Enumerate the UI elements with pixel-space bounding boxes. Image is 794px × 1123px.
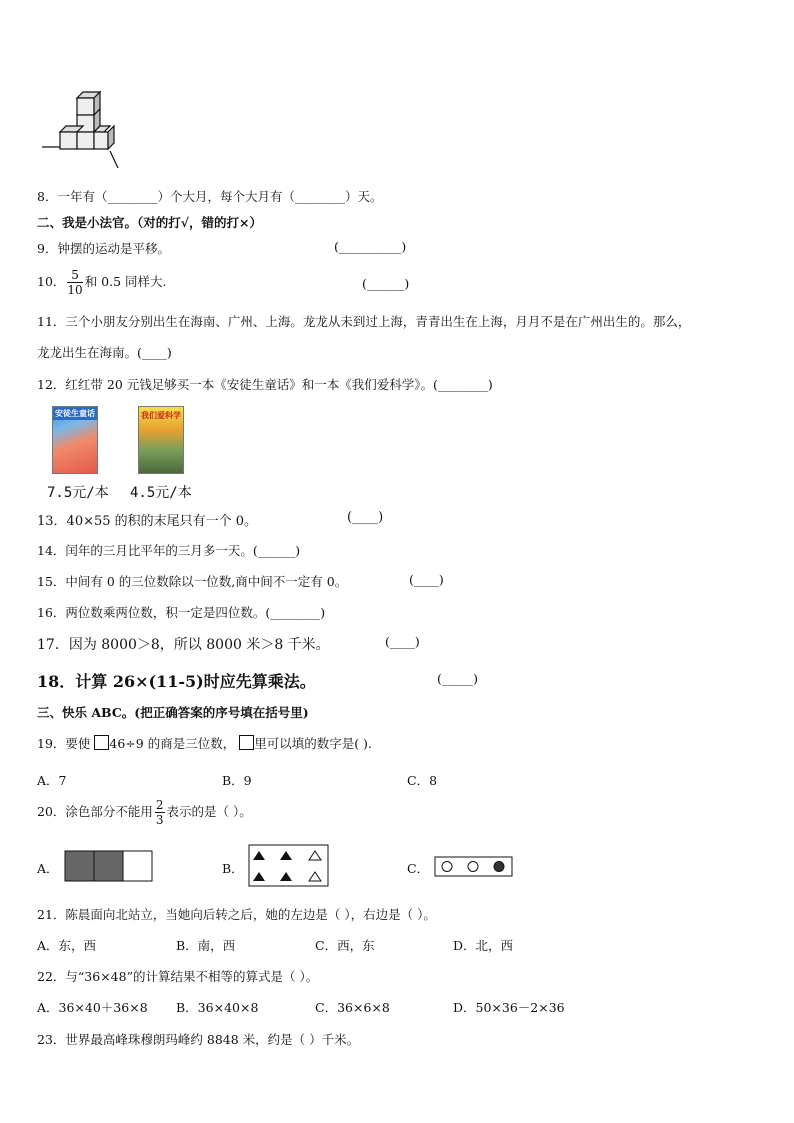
book-title: 我们爱科学 [141,411,181,420]
question-15-text: 15．中间有 0 的三位数除以一位数,商中间不一定有 0。 [37,574,348,589]
question-number: 10． [37,274,66,289]
question-22: 22．与“36×48”的计算结果不相等的算式是（ ）。 [37,969,319,984]
question-8: 8．一年有（________）个大月，每个大月有（________）天。 [37,189,383,204]
q22-option-d[interactable]: D．50×36－2×36 [453,1000,565,1015]
q19-option-c[interactable]: C．8 [407,773,438,788]
book-price-science: 4.5元/本 [130,485,192,501]
question-19 [37,734,372,752]
section-2-heading: 二、我是小法官。（对的打√，错的打×） [37,215,262,230]
answer-blank[interactable]: (____) [409,572,444,587]
q21-option-a[interactable]: A．东，西 [37,938,97,953]
book-price-andersen: 7.5元/本 [47,485,109,501]
question-10-text: 和 0.5 同样大. [84,274,167,289]
fraction-denominator: 3 [155,813,164,827]
question-20-end: 表示的是（ ）。 [166,804,252,819]
fraction [67,268,82,297]
book-title: 安徒生童话 [55,409,95,418]
q22-option-b[interactable]: B．36×40×8 [176,1000,259,1015]
question-14: 14．闰年的三月比平年的三月多一天。(______) [37,543,301,558]
answer-blank[interactable]: (____) [347,510,384,525]
section-3-heading: 三、快乐 ABC。(把正确答案的序号填在括号里) [37,705,309,720]
shaded-rectangle-figure [64,850,154,884]
question-13-text: 13．40×55 的积的末尾只有一个 0。 [37,514,258,529]
question-17 [37,634,420,654]
question-9 [37,239,407,257]
question-23: 23．世界最高峰珠穆朗玛峰约 8848 米，约是（ ）千米。 [37,1032,360,1047]
question-15 [37,572,444,590]
question-18 [37,669,479,692]
question-19-end: 里可以填的数字是( ). [254,736,372,751]
fraction [155,798,165,827]
q19-option-b[interactable]: B．9 [222,773,252,788]
q20-option-a[interactable]: A． [37,861,59,876]
question-21: 21．陈晨面向北站立，当她向后转之后，她的左边是（ ），右边是（ ）。 [37,907,436,922]
q22-option-c[interactable]: C．36×6×8 [315,1000,390,1015]
question-16: 16．两位数乘两位数，积一定是四位数。(________) [37,605,326,620]
question-12: 12．红红带 20 元钱足够买一本《安徒生童话》和一本《我们爱科学》。(________) [37,377,493,392]
question-20 [37,798,252,827]
answer-blank[interactable]: (______) [362,276,410,291]
question-20-prefix: 20．涂色部分不能用 [37,804,153,819]
q21-option-b[interactable]: B．南，西 [176,938,236,953]
question-9-text: 9．钟摆的运动是平移。 [37,241,170,256]
blank-square [239,735,254,750]
q22-option-a[interactable]: A．36×40＋36×8 [37,1000,148,1015]
question-18-text: 18．计算 26×(11-5)时应先算乘法。 [37,672,316,691]
cube-stack-figure [40,84,122,170]
question-17-text: 17．因为 8000＞8，所以 8000 米＞8 千米。 [37,637,330,653]
fraction-numerator: 2 [155,798,164,812]
question-11-line-2: 龙龙出生在海南。(____) [37,345,172,360]
answer-blank[interactable]: (__________) [334,239,407,254]
blank-square [94,735,109,750]
q21-option-c[interactable]: C．西，东 [315,938,375,953]
question-13 [37,510,384,529]
q20-option-c[interactable]: C． [407,861,430,876]
triangles-figure [248,844,330,888]
book-cover-andersen [52,406,98,474]
question-11-line-1: 11．三个小朋友分别出生在海南、广州、上海。龙龙从未到过上海，青青出生在上海，月月不是在广州出生的。那么， [37,314,691,329]
circles-figure [434,856,514,878]
q19-option-a[interactable]: A．7 [37,773,67,788]
fraction-numerator: 5 [67,268,82,283]
answer-blank[interactable]: (_____) [437,671,479,686]
question-19-prefix: 19．要使 [37,736,91,751]
question-19-mid: 46÷9 的商是三位数， [109,736,236,751]
fraction-denominator: 10 [67,283,83,297]
question-10 [37,268,410,297]
book-cover-science [138,406,184,474]
answer-blank[interactable]: (____) [385,634,420,649]
q21-option-d[interactable]: D．北，西 [453,938,514,953]
q20-option-b[interactable]: B． [222,861,244,876]
